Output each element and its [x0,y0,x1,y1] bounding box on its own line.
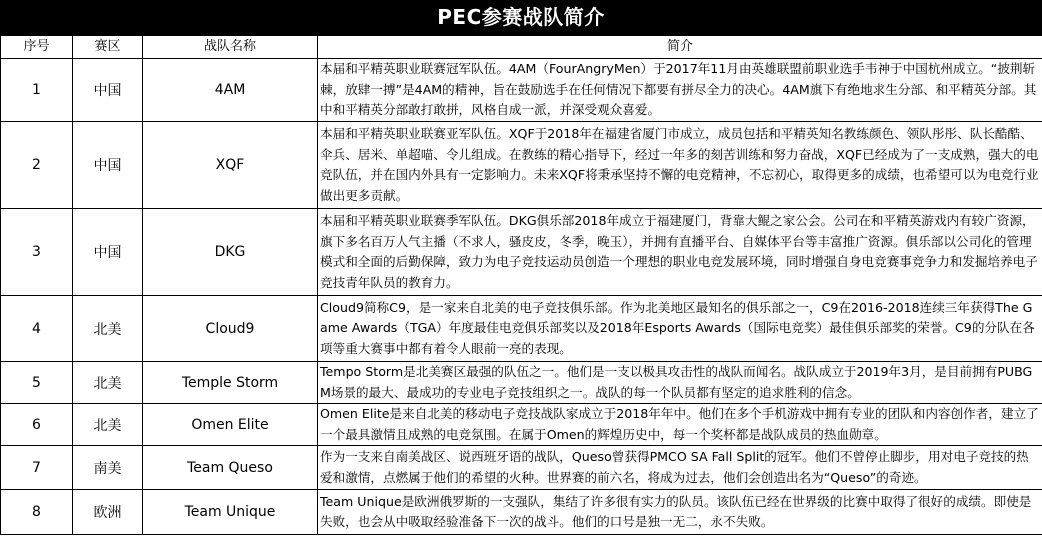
row-desc: 作为一支来自南美战区、说西班牙语的战队，Queso曾获得PMCO SA Fall Split的冠军。他们不曾停止脚步，用对电子竞技的热爱和激情，点燃属于他们的希望的火种。世界赛的前六名，将成为过去，他们会创造出名为“Queso”的奇迹。 [318,446,1042,490]
row-index: 3 [1,209,73,296]
row-desc: Omen Elite是来自北美的移动电子竞技战队家成立于2018年年中。他们在多个手机游戏中拥有专业的团队和内容创作者，建立了一个最具激情且成熟的电竞氛围。在属于Omen的辉煌历史中，每一个奖杯都是战队成员的热血勋章。 [318,404,1042,446]
row-team: Cloud9 [143,296,318,362]
row-region: 南美 [73,446,143,490]
row-region: 中国 [73,122,143,209]
row-region: 北美 [73,362,143,404]
header-row [1,36,1042,59]
header-team: 战队名称 [143,36,318,59]
row-index: 6 [1,404,73,446]
table-row [1,122,1042,209]
row-desc: Tempo Storm是北美赛区最强的队伍之一。他们是一支以极具攻击性的战队而闻名。战队成立于2019年3月，是目前拥有PUBGM场景的最大、最成功的专业电子竞技组织之一。战队的每一个队员都有坚定的追求胜利的信念。 [318,362,1042,404]
row-index: 7 [1,446,73,490]
table-row [1,404,1042,446]
row-region: 北美 [73,296,143,362]
row-desc: Team Unique是欧洲俄罗斯的一支强队，集结了许多很有实力的队员。该队伍已经在世界级的比赛中取得了很好的成绩。即使是失败，也会从中吸取经验准备下一次的战斗。他们的口号是独一无二，永不失败。 [318,490,1042,535]
table-row [1,296,1042,362]
row-team: DKG [143,209,318,296]
row-team: 4AM [143,59,318,122]
row-region: 中国 [73,209,143,296]
page-title: PEC参赛战队简介 [0,0,1042,35]
table-row [1,59,1042,122]
row-desc: 本届和平精英职业联赛季军队伍。DKG俱乐部2018年成立于福建厦门，背靠大鲲之家公会。公司在和平精英游戏内有较广资源，旗下多名百万人气主播（不求人，骚皮皮，冬季，晚玉），并拥有直播平台、自媒体平台等丰富推广资源。俱乐部以公司化的管理模式和全面的后勤保障，致力为电子竞技运动员创造一个理想的职业电竞发展环境，同时增强自身电竞赛事竞争力和发掘培养电子竞技青年队员的教育力。 [318,209,1042,296]
row-team: Team Queso [143,446,318,490]
row-region: 欧洲 [73,490,143,535]
row-index: 2 [1,122,73,209]
table-row [1,446,1042,490]
row-index: 1 [1,59,73,122]
row-team: XQF [143,122,318,209]
table-row [1,362,1042,404]
row-index: 4 [1,296,73,362]
row-team: Temple Storm [143,362,318,404]
table-row [1,209,1042,296]
header-desc: 简介 [318,36,1042,59]
row-desc: 本届和平精英职业联赛冠军队伍。4AM（FourAngryMen）于2017年11月由英雄联盟前职业选手韦神于中国杭州成立。“披荆斩棘，放肆一搏”是4AM的精神，旨在鼓励选手在任何情况下都要有拼尽全力的决心。4AM旗下有绝地求生分部、和平精英分部。其中和平精英分部敢打敢拼，风格自成一派，并深受观众喜爱。 [318,59,1042,122]
teams-table [0,35,1042,535]
row-team: Omen Elite [143,404,318,446]
row-index: 8 [1,490,73,535]
row-desc: Cloud9简称C9，是一家来自北美的电子竞技俱乐部。作为北美地区最知名的俱乐部之一，C9在2016-2018连续三年获得The Game Awards（TGA）年度最佳电竞俱乐部奖以及2018年Esports Awards（国际电竞奖）最佳俱乐部奖的荣誉。C9的分队在各项等重大赛事中都有着令人眼前一亮的表现。 [318,296,1042,362]
table-row [1,490,1042,535]
row-team: Team Unique [143,490,318,535]
row-desc: 本届和平精英职业联赛亚军队伍。XQF于2018年在福建省厦门市成立，成员包括和平精英知名教练颜色、领队彤彤、队长酷酷、伞兵、居米、单超喵、令儿组成。在教练的精心指导下，经过一年多的刻苦训练和努力奋战，XQF已经成为了一支成熟，强大的电竞队伍，并在国内外具有一定影响力。未来XQF将秉承坚持不懈的电竞精神，不忘初心，取得更多的成绩，也希望可以为电竞行业做出更多贡献。 [318,122,1042,209]
row-region: 中国 [73,59,143,122]
header-index: 序号 [1,36,73,59]
header-region: 赛区 [73,36,143,59]
row-index: 5 [1,362,73,404]
row-region: 北美 [73,404,143,446]
